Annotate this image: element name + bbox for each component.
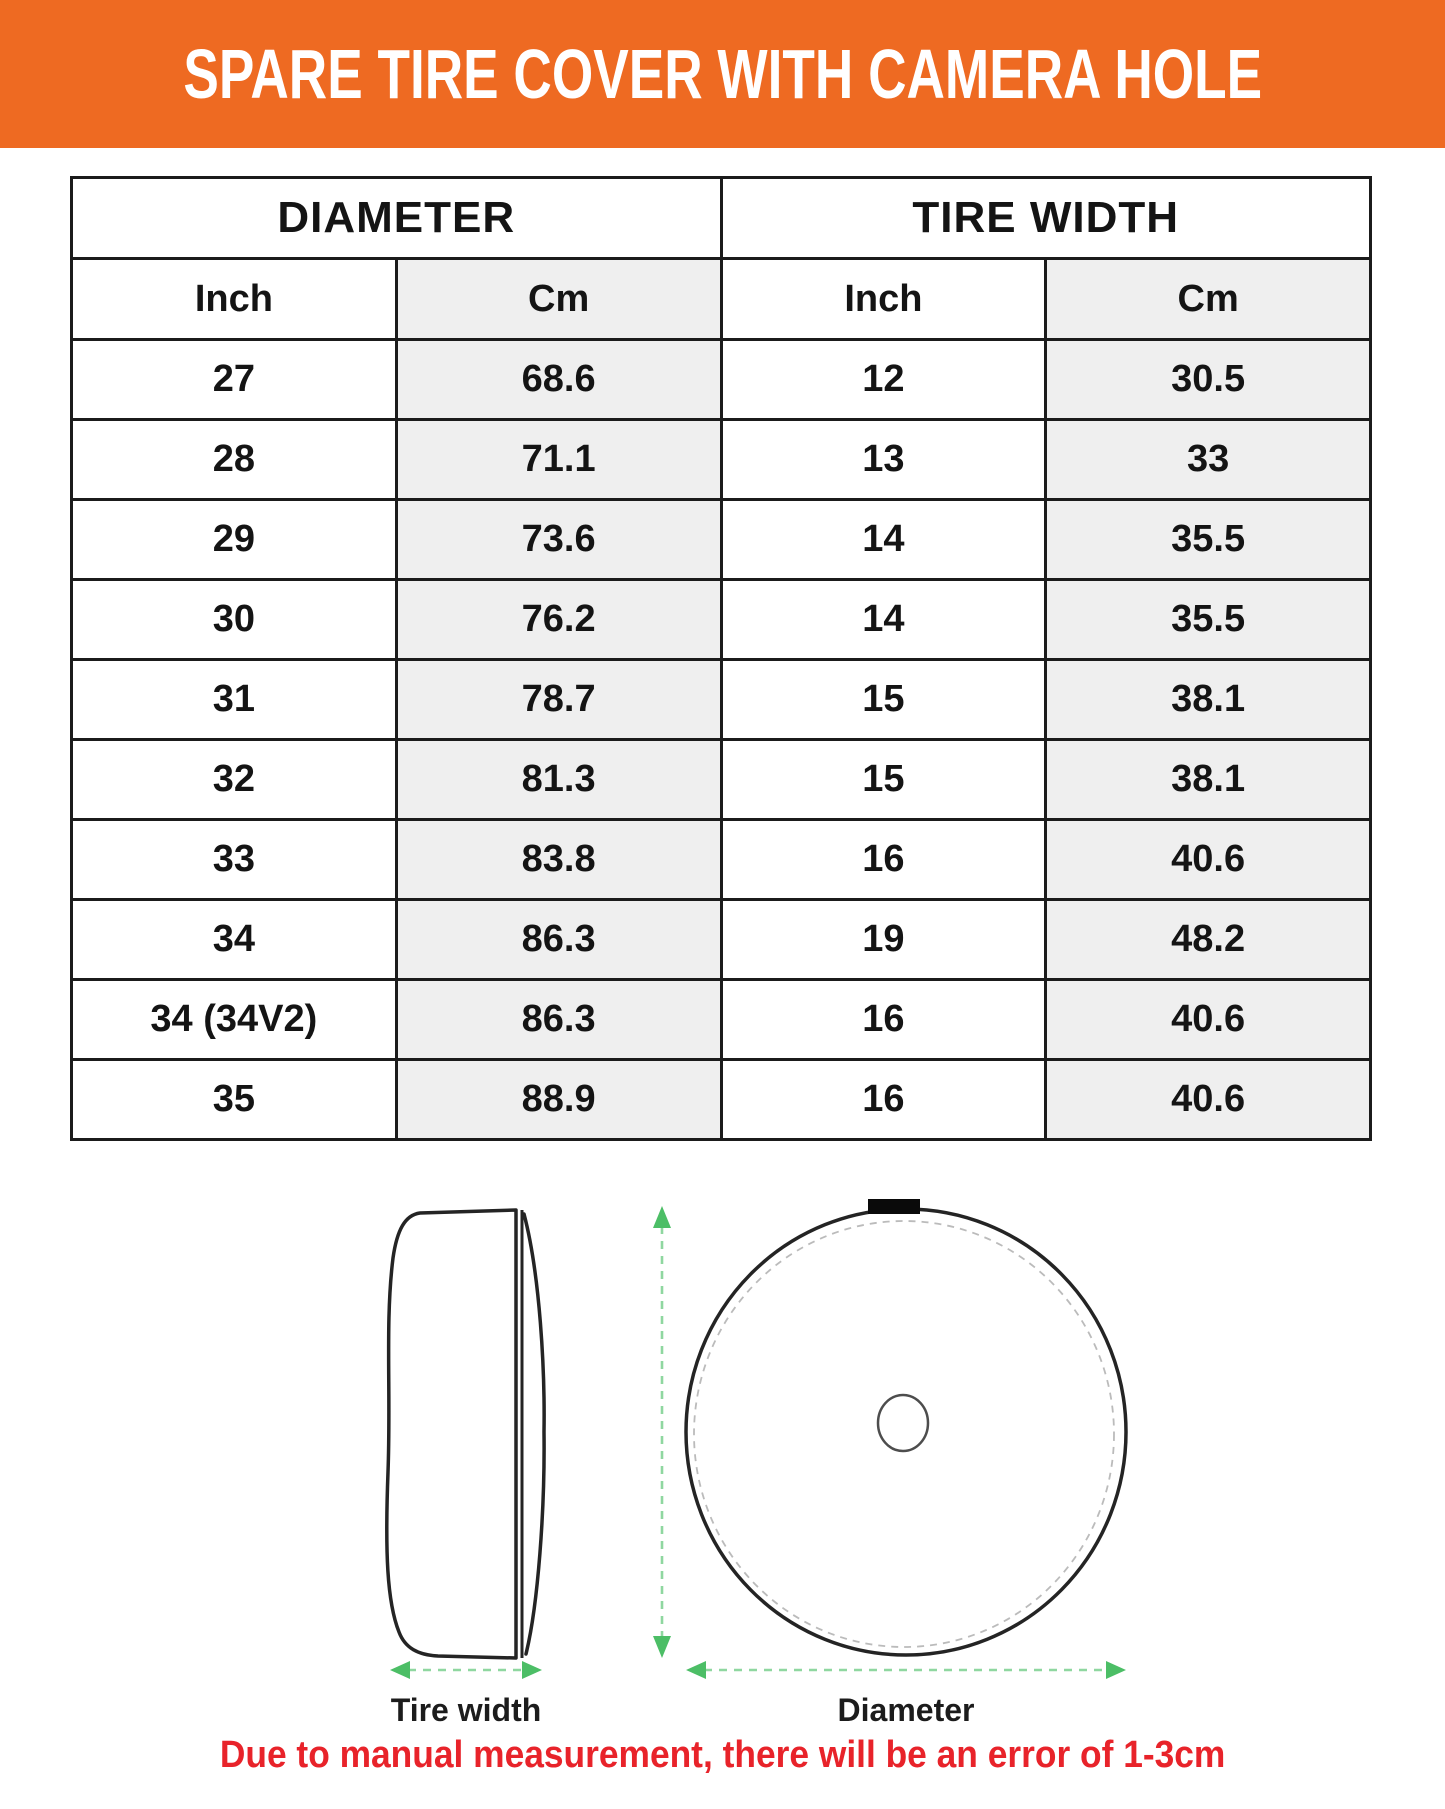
tire-width-arrow [390,1661,542,1679]
table-cell: 19 [721,900,1046,980]
table-cell: 35.5 [1046,500,1371,580]
table-row [72,580,1371,660]
table-cell: 71.1 [396,420,721,500]
table-cell: 14 [721,580,1046,660]
table-row [72,740,1371,820]
table-cell: 48.2 [1046,900,1371,980]
tire-front-view-drawing [686,1199,1126,1655]
table-cell: 34 [72,900,397,980]
table-row [72,500,1371,580]
table-cell: 15 [721,660,1046,740]
table-cell: 38.1 [1046,740,1371,820]
table-cell: 86.3 [396,980,721,1060]
measurement-note [0,1734,1445,1777]
table-cell: 16 [721,1060,1046,1140]
table-cell: 35.5 [1046,580,1371,660]
table-cell: 83.8 [396,820,721,900]
table-row [72,820,1371,900]
table-row [72,980,1371,1060]
table-cell: 38.1 [1046,660,1371,740]
table-cell: 16 [721,820,1046,900]
table-cell: 29 [72,500,397,580]
table-cell: 30 [72,580,397,660]
table-cell: 30.5 [1046,340,1371,420]
column-header-tirewidth-cm: Cm [1046,259,1371,340]
table-row [72,900,1371,980]
table-cell: 31 [72,660,397,740]
table-cell: 40.6 [1046,980,1371,1060]
table-cell: 40.6 [1046,1060,1371,1140]
tire-side-view-drawing [387,1210,544,1658]
diameter-label: Diameter [837,1692,975,1728]
table-row [72,420,1371,500]
column-header-diameter-inch: Inch [72,259,397,340]
vertical-diameter-arrow [653,1206,671,1658]
size-table-body [72,340,1371,1140]
table-cell: 73.6 [396,500,721,580]
table-cell: 81.3 [396,740,721,820]
diameter-arrow [686,1661,1126,1679]
title-banner [0,0,1445,148]
camera-marker-rect [868,1199,920,1214]
table-cell: 13 [721,420,1046,500]
table-cell: 78.7 [396,660,721,740]
table-cell: 76.2 [396,580,721,660]
size-table [70,176,1372,1141]
table-row [72,340,1371,420]
tire-diagram [0,1180,1445,1680]
table-cell: 27 [72,340,397,420]
table-cell: 12 [721,340,1046,420]
page-title: SPARE TIRE COVER WITH CAMERA HOLE [183,35,1262,113]
measurement-note-text: Due to manual measurement, there will be an error of 1-3cm [219,1734,1226,1776]
table-cell: 16 [721,980,1046,1060]
table-cell: 14 [721,500,1046,580]
table-cell: 32 [72,740,397,820]
column-header-tirewidth-inch: Inch [721,259,1046,340]
table-cell: 15 [721,740,1046,820]
table-cell: 33 [72,820,397,900]
table-row [72,660,1371,740]
table-cell: 88.9 [396,1060,721,1140]
table-cell: 40.6 [1046,820,1371,900]
table-group-header-row [72,178,1371,259]
table-cell: 86.3 [396,900,721,980]
table-cell: 68.6 [396,340,721,420]
table-cell: 33 [1046,420,1371,500]
camera-hole-circle [878,1395,928,1451]
table-cell: 34 (34V2) [72,980,397,1060]
table-cell: 28 [72,420,397,500]
tire-width-label: Tire width [390,1692,542,1728]
group-header-tire-width: TIRE WIDTH [721,178,1371,259]
column-header-diameter-cm: Cm [396,259,721,340]
group-header-diameter: DIAMETER [72,178,722,259]
table-row [72,1060,1371,1140]
table-cell: 35 [72,1060,397,1140]
table-subheader-row [72,259,1371,340]
